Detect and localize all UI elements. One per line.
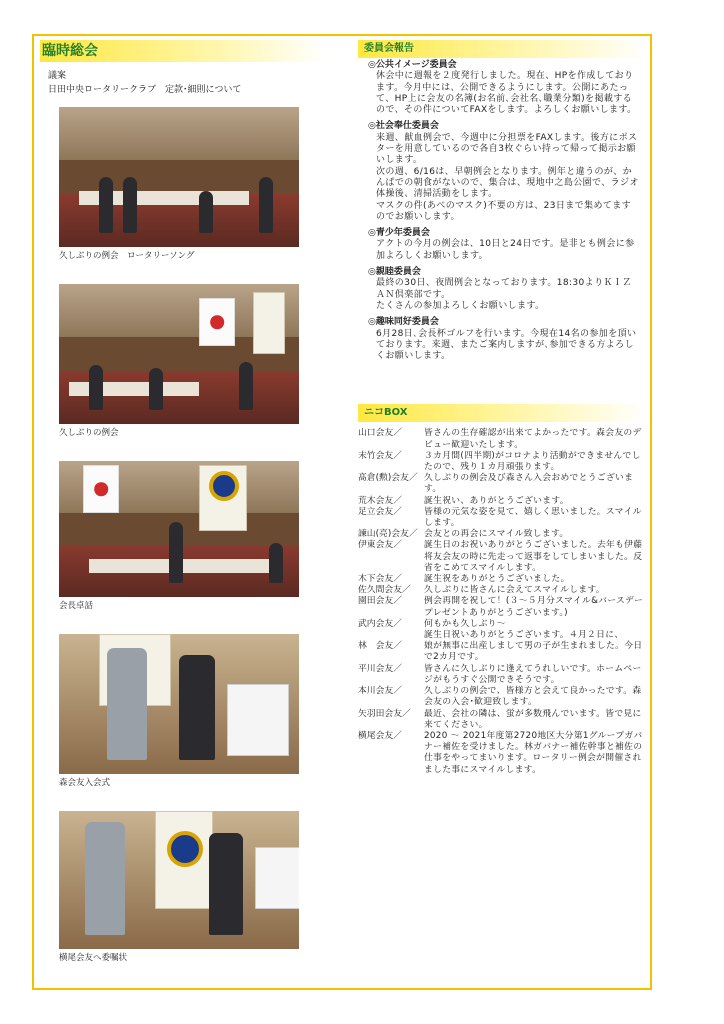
niko-entry: [358, 686, 648, 708]
committee-title: ◎趣味同好委員会: [368, 317, 439, 328]
niko-member: 木下会友／: [358, 574, 402, 585]
niko-member: 伊東会友／: [358, 540, 402, 551]
photo-person: [85, 822, 125, 935]
photo-rotary-song: [59, 107, 299, 247]
niko-entry: [358, 507, 648, 529]
right-column: [358, 40, 648, 776]
committee-section: [358, 121, 648, 223]
photo-person: [89, 365, 103, 410]
niko-message: 会友との再会にスマイル致します。: [424, 529, 569, 540]
committee-paragraph: アクトの今月の例会は、10日と24日です。是非とも例会に参加よろしくお願いします。: [376, 239, 635, 261]
committee-paragraph: 最終の30日、夜間例会となっております。18:30よりＫＩＺＡＮ倶楽部です。: [376, 278, 632, 300]
committee-section: [358, 317, 648, 362]
committee-section: [358, 60, 648, 116]
niko-message: 久しぶりの例会及び森さん入会おめでとうございます。: [424, 473, 634, 495]
niko-message: 娘が無事に出産しまして男の子が生まれました。今日で2カ月です。: [424, 641, 643, 663]
general-meeting-heading-band: [40, 40, 325, 62]
photo-caption: 久しぶりの例会 ロータリーソング: [59, 251, 195, 261]
niko-member: 横尾会友／: [358, 730, 402, 741]
niko-message: 皆さんの生存確認が出来てよかったです。森会友のデビュー歓迎いたします。: [424, 428, 642, 450]
committee-paragraph: 6月28日､会長杯ゴルフを行います。今現在14名の参加を頂いております。来週、またご案内しますが､参加できる方よろしくお願いします。: [376, 328, 637, 362]
niko-member: [358, 630, 424, 641]
committee-title: ◎公共イメージ委員会: [368, 60, 457, 70]
niko-member: 林 会友／: [358, 641, 402, 652]
photo-ceiling: [59, 107, 299, 160]
committee-section: [358, 267, 648, 312]
niko-message: 何もかも久しぶり～: [424, 618, 506, 629]
niko-entry: [358, 596, 648, 618]
committee-body: [376, 239, 640, 262]
photo-mori-induction: [59, 634, 299, 774]
niko-member: 山口会友／: [358, 428, 402, 439]
niko-entry: [358, 451, 648, 473]
committee-report-heading-band: [358, 40, 648, 58]
niko-member: 平川会友／: [358, 663, 402, 674]
niko-entry: [358, 428, 648, 450]
niko-member: 武内会友／: [358, 618, 402, 629]
niko-message: 久しぶりの例会で、皆様方と会えて良かったです。森会友の入会･歓迎致します。: [424, 686, 642, 708]
committee-title: ◎社会奉仕委員会: [368, 121, 439, 132]
niko-entry: [358, 540, 648, 574]
niko-entry: [358, 473, 648, 495]
committee-section: [358, 228, 648, 262]
niko-box-heading-band: [358, 404, 648, 422]
niko-entry: [358, 641, 648, 663]
niko-message: 皆さんに久しぶりに逢えてうれしいです。ホームページがもうすぐ公開できそうです。: [424, 663, 642, 685]
photo-caption: 会長卓話: [59, 601, 94, 611]
niko-entry: [358, 529, 648, 540]
general-meeting-heading: 臨時総会: [42, 43, 98, 59]
niko-member: 末竹会友／: [358, 450, 402, 461]
photo-person: [179, 655, 215, 760]
committee-paragraph: 次の週、6/16は、早朝例会となります。例年と違うのが、かんぱでの朝食がないので、集合は、現地中之島公園で、ラジオ体操後、清掃活動をします。: [376, 166, 639, 200]
committee-body: [376, 278, 640, 312]
niko-entry: [358, 496, 648, 507]
photo-yokoo-appointment: [59, 811, 299, 949]
committee-paragraph: 来週、献血例会で、今週中に分担票をFAXします。後方にポスターを用意しているので各自3枚ぐらい持って帰って掲示お願いします。: [376, 132, 638, 166]
rotary-wheel-icon: [167, 831, 203, 867]
niko-member: 荒木会友／: [358, 495, 402, 506]
niko-entry: [358, 664, 648, 686]
committee-paragraph: 休会中に週報を２度発行しました。現在、HPを作成しております。今月中には、公開できるようにします。公開にあたって、HP上に会友の名簿(お名前､会社名､職業分類)を掲載するので、その件についてFAXをします。よろしくお願いします。: [376, 71, 637, 116]
photo-person: [149, 368, 163, 410]
niko-entry: [358, 630, 648, 641]
niko-message: ３カ月間(四半期)がコロナより活動ができませんでしたので、残り１カ月頑張ります。: [424, 450, 641, 473]
photo-whiteboard: [227, 684, 289, 756]
niko-member: 足立会友／: [358, 506, 402, 517]
niko-message: 久しぶりに皆さんに会えてスマイルします。: [424, 585, 605, 596]
niko-entry: [358, 731, 648, 776]
niko-message: 誕生祝をありがとうございました。: [424, 574, 570, 585]
photo-person: [99, 177, 113, 233]
committee-body: [376, 71, 640, 116]
niko-member: 佐久間会友／: [358, 585, 411, 596]
photo-caption: 久しぶりの例会: [59, 428, 119, 438]
niko-message: 2020 ～ 2021年度第2720地区大分第1グループガバナー補佐を受けました。林ガバナー補佐幹事と補佐の仕事をやってまいります。ロータリー例会が開催されました事にスマイルします。: [424, 730, 643, 775]
photo-person: [107, 648, 147, 760]
rotary-wheel-icon: [209, 471, 239, 501]
photo-person: [269, 543, 283, 584]
photo-person: [209, 833, 243, 935]
agenda-label: 議案: [48, 71, 67, 81]
committee-report-heading: 委員会報告: [364, 43, 414, 54]
niko-member: 髙倉(勲)会友／: [358, 473, 418, 484]
niko-message: 誕生日祝いありがとうございます。４月２日に、: [424, 630, 624, 641]
photo-presidents-talk: [59, 461, 299, 597]
committee-body: [376, 133, 640, 223]
committee-paragraph: マスクの件(あべのマスク)不要の方は、23日まで集めてますのでお願いします。: [376, 200, 632, 222]
photo-person: [259, 177, 273, 233]
niko-message: 皆様の元気な姿を見て、嬉しく思いました。スマイルします。: [424, 506, 642, 529]
committee-paragraph: たくさんの参加よろしくお願いします。: [376, 300, 545, 311]
left-column: [40, 40, 325, 964]
photo-person: [239, 362, 253, 410]
niko-member: 矢羽田会友／: [358, 708, 411, 719]
niko-entry: [358, 709, 648, 731]
photo-meeting: [59, 284, 299, 424]
photo-whiteboard: [255, 847, 299, 909]
rotary-banner: [253, 292, 285, 354]
niko-entry: [358, 619, 648, 630]
photo-person: [169, 522, 183, 583]
niko-entry: [358, 574, 648, 585]
committee-title: ◎青少年委員会: [368, 228, 430, 239]
niko-member: 園田会友／: [358, 596, 402, 607]
photo-caption: 森会友入会式: [59, 778, 111, 788]
niko-message: 誕生祝い、ありがとうございます。: [424, 495, 569, 506]
niko-box-heading: ニコBOX: [364, 407, 408, 419]
japan-flag: [83, 465, 119, 513]
niko-box-list: [358, 428, 648, 775]
agenda-block: [48, 69, 325, 97]
niko-entry: [358, 585, 648, 596]
niko-member: 本川会友／: [358, 686, 402, 697]
japan-flag: [199, 298, 235, 346]
niko-member: 諫山(亮)会友／: [358, 529, 418, 540]
photo-person: [123, 177, 137, 233]
committee-body: [376, 329, 640, 363]
photo-person: [199, 191, 213, 233]
photo-caption: 横尾会友へ委嘱状: [59, 953, 128, 963]
niko-message: 最近、会社の隣は、蛍が多数飛んでいます。皆で見に来てください。: [424, 708, 642, 730]
niko-message: 誕生日のお祝いありがとうございました。去年も伊藤将友会友の時に先走って返事をしてしまいました。反省をこめてスマイルします。: [424, 540, 643, 573]
niko-message: 例会再開を祝して！(３～５月分スマイル&バースデープレゼントありがとうございます。): [424, 596, 644, 618]
committee-title: ◎親睦委員会: [368, 267, 421, 278]
agenda-item: 日田中央ロータリークラブ 定款･細則について: [48, 85, 242, 95]
